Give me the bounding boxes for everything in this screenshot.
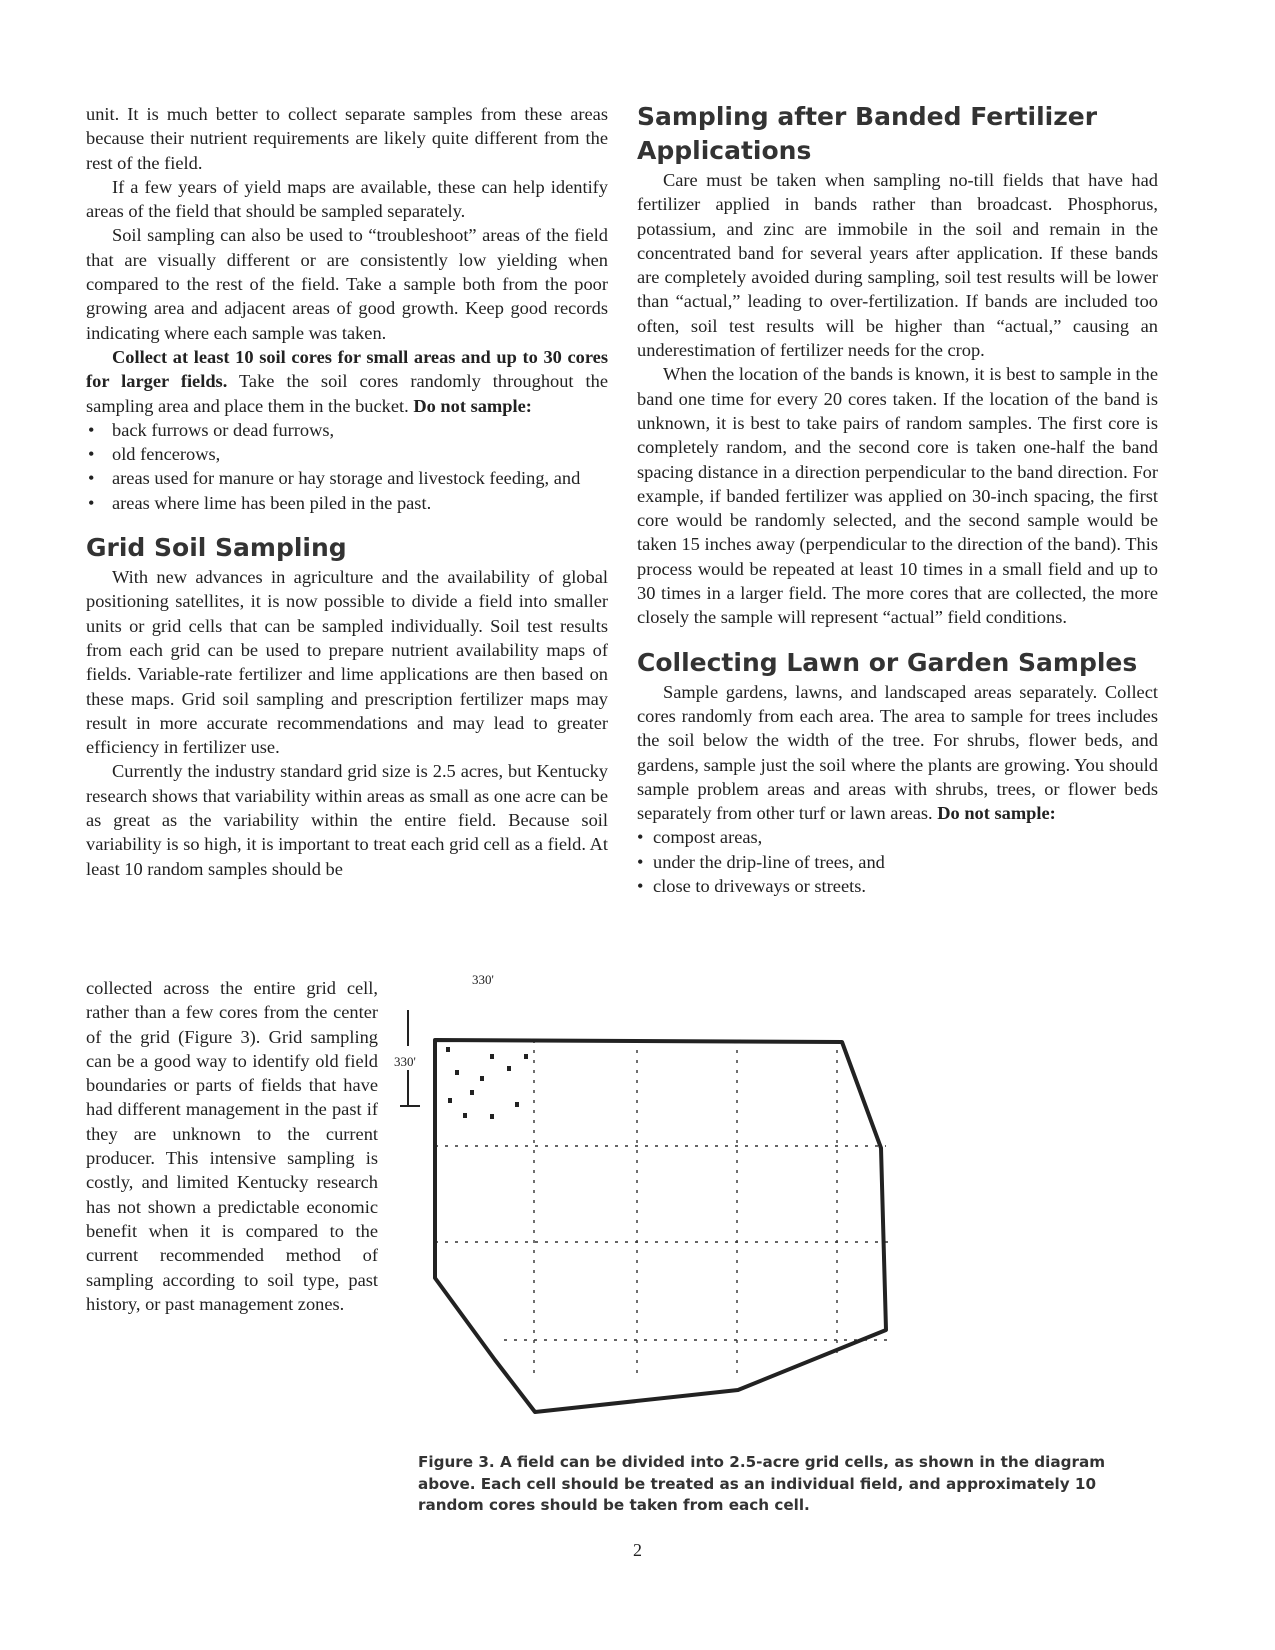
- sample-mark: [463, 1113, 467, 1118]
- grid-lines: [435, 1040, 894, 1380]
- sample-mark: [448, 1098, 452, 1103]
- dimension-label-vertical: 330': [394, 1054, 416, 1069]
- page-number: 2: [633, 1540, 642, 1560]
- list-item: • areas where lime has been piled in the past.: [86, 491, 608, 515]
- dimension-label-horizontal: 330': [472, 972, 494, 987]
- sample-mark: [524, 1054, 528, 1059]
- paragraph-yield-maps: If a few years of yield maps are available, these can help identify areas of the field that should be sampled separately.: [86, 176, 608, 222]
- collect-cores-bold: Collect at least 10 soil cores for small areas and up to 30 cores for larger fields.: [86, 346, 608, 392]
- do-not-sample-list: [86, 418, 608, 515]
- lawn-do-not-sample-bold: Do not sample:: [937, 803, 1056, 824]
- lawn-text: Sample gardens, lawns, and landscaped areas separately. Collect cores randomly from each area. The area to sample for trees includes the soil below the width of the tree. For shrubs, flower beds, and gardens, sample just the soil where the plants are growing. You should sample problem areas and areas with shrubs, trees, or flower beds separately from other turf or lawn areas.: [637, 681, 1158, 824]
- heading-grid-soil-sampling: Grid Soil Sampling: [86, 533, 347, 563]
- sample-mark: [490, 1114, 494, 1119]
- paragraph-banded-care: Care must be taken when sampling no-till fields that have had fertilizer applied in bands rather than broadcast. Phosphorus, potassium, and zinc are immobile in the soil and remain in the concentrated band for several years after application. If these bands are completely avoided during sampling, soil test results will be lower than “actual,” leading to over-fertilization. If bands are included too often, soil test results will be higher than “actual,” causing an underestimation of fertilizer needs for the crop.: [637, 170, 1158, 361]
- paragraph-grid-advances: With new advances in agriculture and the availability of global positioning satellites, it is now possible to divide a field into smaller units or grid cells that can be sampled individually. Soil test results from each grid can be used to prepare nutrient availability maps of fields. Variable-rate fertilizer and lime applications are then based on these maps. Grid soil sampling and prescription fertilizer maps may result in more accurate recommendations and may lead to greater efficiency in fertilizer use.: [86, 567, 608, 758]
- list-item: • old fencerows,: [86, 442, 608, 466]
- sample-mark: [455, 1070, 459, 1075]
- sample-mark: [515, 1102, 519, 1107]
- paragraph-collect-cores: [86, 345, 608, 418]
- left-narrow-column: [86, 976, 378, 1316]
- paragraph-grid-continuation: collected across the entire grid cell, rather than a few cores from the center of the grid (Figure 3). Grid sampling can be a good way to identify old field boundaries or parts of fields that have had different management in the past if they are unknown to the current producer. This intensive sampling is costly, and limited Kentucky research has not shown a predictable economic benefit when it is compared to the current recommended method of sampling according to soil type, past history, or past management zones.: [86, 978, 378, 1314]
- figure-caption: Figure 3. A field can be divided into 2.5-acre grid cells, as shown in the diagram above. Each cell should be treated as an individual field, and approximately 10 random cores should be taken from each cell.: [418, 1453, 1106, 1514]
- list-item: • under the drip-line of trees, and: [637, 850, 1158, 874]
- right-column: [637, 100, 1158, 898]
- grid-field-diagram: [400, 1010, 920, 1440]
- list-item: • areas used for manure or hay storage and livestock feeding, and: [86, 466, 608, 490]
- paragraph-lawn-garden: [637, 680, 1158, 826]
- collect-cores-text: Take the soil cores randomly throughout the sampling area and place them in the bucket.: [86, 371, 608, 416]
- left-column: [86, 102, 608, 881]
- lawn-do-not-sample-list: [637, 825, 1158, 898]
- paragraph-banded-location: When the location of the bands is known, it is best to sample in the band one time for every 20 cores taken. If the location of the band is unknown, it is best to take pairs of random samples. The first core is completely random, and the second core is taken one-half the band spacing distance in a direction perpendicular to the band direction. For example, if banded fertilizer was applied on 30-inch spacing, the first core would be randomly selected, and the second sample would be taken 15 inches away (perpendicular to the direction of the band). This process would be repeated at least 10 times in a small field and up to 30 times in a larger field. The more cores that are collected, the more closely the sample will represent “actual” field conditions.: [637, 364, 1158, 628]
- do-not-sample-bold: Do not sample:: [413, 395, 532, 416]
- paragraph-grid-size: Currently the industry standard grid size is 2.5 acres, but Kentucky research shows that variability within areas as small as one acre can be as great as the variability within the entire field. Because soil variability is so high, it is important to treat each grid cell as a field. At least 10 random samples should be: [86, 761, 608, 879]
- list-item: • back furrows or dead furrows,: [86, 418, 608, 442]
- list-item: • compost areas,: [637, 825, 1158, 849]
- sample-mark: [490, 1054, 494, 1059]
- sample-marks: [446, 1047, 528, 1119]
- sample-mark: [507, 1066, 511, 1071]
- sample-mark: [480, 1076, 484, 1081]
- paragraph-troubleshoot: Soil sampling can also be used to “troubleshoot” areas of the field that are visually different or are consistently low yielding when compared to the rest of the field. Take a sample both from the poor growing area and adjacent areas of good growth. Keep good records indicating where each sample was taken.: [86, 225, 608, 343]
- sample-mark: [470, 1090, 474, 1095]
- paragraph-unit: unit. It is much better to collect separate samples from these areas because their nutrient requirements are likely quite different from the rest of the field.: [86, 104, 608, 173]
- sample-mark: [446, 1047, 450, 1052]
- list-item: • close to driveways or streets.: [637, 874, 1158, 898]
- heading-banded-fertilizer: Sampling after Banded Fertilizer Applications: [637, 102, 1098, 165]
- heading-lawn-garden: Collecting Lawn or Garden Samples: [637, 647, 1138, 677]
- field-boundary: [435, 1040, 886, 1412]
